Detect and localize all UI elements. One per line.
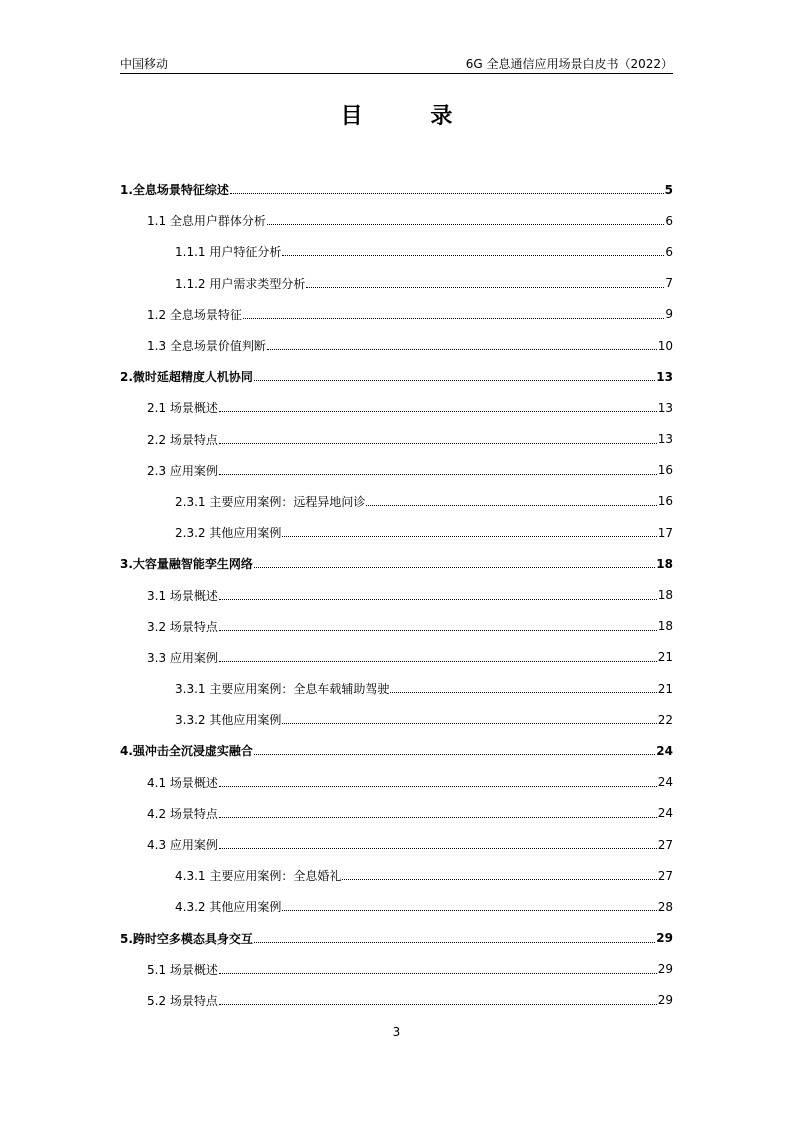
toc-entry[interactable] bbox=[120, 735, 673, 766]
toc-entry-label: 1.2 全息场景特征 bbox=[147, 307, 242, 322]
toc-entry-label: 1.1.1 用户特征分析 bbox=[175, 245, 282, 260]
toc-dot-leader bbox=[219, 786, 657, 787]
toc-dot-leader bbox=[366, 505, 656, 506]
toc-entry-page: 10 bbox=[657, 338, 673, 353]
toc-entry[interactable] bbox=[120, 767, 673, 798]
toc-entry-page: 24 bbox=[656, 743, 673, 758]
toc-entry-page: 13 bbox=[656, 369, 673, 384]
toc-dot-leader bbox=[219, 1004, 657, 1005]
toc-entry-page: 18 bbox=[657, 619, 673, 634]
toc-entry-page: 6 bbox=[665, 244, 673, 259]
page-number: 3 bbox=[392, 1025, 401, 1039]
toc-dot-leader bbox=[306, 287, 664, 288]
toc-entry[interactable] bbox=[120, 268, 673, 299]
toc-entry-label: 3.1 场景概述 bbox=[147, 588, 218, 603]
toc-entry-page: 16 bbox=[657, 494, 673, 509]
toc-entry-page: 28 bbox=[657, 899, 673, 914]
toc-entry-label: 3.3.1 主要应用案例：全息车载辅助驾驶 bbox=[175, 682, 390, 697]
toc-entry-page: 17 bbox=[657, 525, 673, 540]
toc-entry[interactable] bbox=[120, 392, 673, 423]
toc-dot-leader bbox=[342, 879, 656, 880]
toc-dot-leader bbox=[282, 536, 656, 537]
toc-dot-leader bbox=[390, 692, 656, 693]
toc-entry-page: 16 bbox=[657, 463, 673, 478]
toc-entry-label: 3.3.2 其他应用案例 bbox=[175, 713, 282, 728]
toc-entry-label: 4.3.1 主要应用案例：全息婚礼 bbox=[175, 869, 342, 884]
toc-entry[interactable] bbox=[120, 673, 673, 704]
toc-entry-label: 3.2 场景特点 bbox=[147, 619, 218, 634]
toc-entry-page: 9 bbox=[665, 307, 673, 322]
toc-entry-label: 3.3 应用案例 bbox=[147, 650, 218, 665]
toc-entry-label: 5.2 场景特点 bbox=[147, 993, 218, 1008]
toc-entry[interactable] bbox=[120, 205, 673, 236]
toc-dot-leader bbox=[219, 474, 657, 475]
toc-entry[interactable] bbox=[120, 923, 673, 954]
toc-entry-label: 4.2 场景特点 bbox=[147, 806, 218, 821]
toc-entry[interactable] bbox=[120, 798, 673, 829]
header-document-title: 6G 全息通信应用场景白皮书（2022） bbox=[465, 57, 673, 71]
toc-dot-leader bbox=[230, 193, 664, 194]
toc-dot-leader bbox=[254, 567, 655, 568]
toc-entry-label: 4.3 应用案例 bbox=[147, 838, 218, 853]
toc-entry[interactable] bbox=[120, 829, 673, 860]
toc-entry[interactable] bbox=[120, 486, 673, 517]
toc-entry-label: 3.大容量融智能孪生网络 bbox=[120, 557, 253, 572]
toc-entry-label: 2.3 应用案例 bbox=[147, 463, 218, 478]
toc-dot-leader bbox=[219, 661, 657, 662]
header-divider bbox=[120, 73, 673, 74]
toc-dot-leader bbox=[254, 754, 655, 755]
toc-entry[interactable] bbox=[120, 330, 673, 361]
toc-entry[interactable] bbox=[120, 548, 673, 579]
toc-dot-leader bbox=[219, 443, 657, 444]
toc-entry-page: 22 bbox=[657, 712, 673, 727]
page-header bbox=[120, 55, 673, 73]
toc-dot-leader bbox=[254, 942, 655, 943]
toc-entry-page: 6 bbox=[665, 213, 673, 228]
toc-dot-leader bbox=[219, 599, 657, 600]
toc-entry[interactable] bbox=[120, 891, 673, 922]
toc-entry-page: 21 bbox=[657, 650, 673, 665]
toc-entry-label: 2.2 场景特点 bbox=[147, 432, 218, 447]
toc-entry-label: 2.1 场景概述 bbox=[147, 401, 218, 416]
toc-dot-leader bbox=[282, 910, 656, 911]
toc-entry[interactable] bbox=[120, 985, 673, 1016]
toc-entry-label: 5.跨时空多模态具身交互 bbox=[120, 931, 253, 946]
toc-entry-label: 2.3.2 其他应用案例 bbox=[175, 526, 282, 541]
toc-entry-page: 13 bbox=[657, 432, 673, 447]
toc-entry-page: 13 bbox=[657, 400, 673, 415]
toc-entry-label: 1.全息场景特征综述 bbox=[120, 183, 229, 198]
toc-entry-page: 29 bbox=[656, 931, 673, 946]
toc-dot-leader bbox=[254, 380, 655, 381]
toc-entry-page: 18 bbox=[656, 556, 673, 571]
toc-dot-leader bbox=[219, 411, 657, 412]
toc-dot-leader bbox=[219, 817, 657, 818]
toc-entry-page: 24 bbox=[657, 806, 673, 821]
toc-entry-label: 5.1 场景概述 bbox=[147, 962, 218, 977]
toc-entry-page: 24 bbox=[657, 775, 673, 790]
toc-entry[interactable] bbox=[120, 642, 673, 673]
toc-dot-leader bbox=[282, 723, 656, 724]
toc-entry-label: 4.1 场景概述 bbox=[147, 775, 218, 790]
toc-dot-leader bbox=[219, 630, 657, 631]
toc-entry[interactable] bbox=[120, 299, 673, 330]
toc-entry-page: 18 bbox=[657, 588, 673, 603]
toc-entry-label: 4.3.2 其他应用案例 bbox=[175, 900, 282, 915]
toc-entry[interactable] bbox=[120, 236, 673, 267]
toc-entry-label: 1.1 全息用户群体分析 bbox=[147, 214, 266, 229]
toc-entry-page: 21 bbox=[657, 681, 673, 696]
toc-entry[interactable] bbox=[120, 579, 673, 610]
toc-entry[interactable] bbox=[120, 704, 673, 735]
toc-entry[interactable] bbox=[120, 361, 673, 392]
toc-entry-label: 2.微时延超精度人机协同 bbox=[120, 370, 253, 385]
toc-entry-page: 7 bbox=[665, 276, 673, 291]
toc-entry-page: 5 bbox=[664, 182, 673, 197]
toc-entry[interactable] bbox=[120, 611, 673, 642]
toc-entry[interactable] bbox=[120, 424, 673, 455]
toc-dot-leader bbox=[267, 349, 657, 350]
toc-entry-page: 27 bbox=[657, 868, 673, 883]
toc-dot-leader bbox=[282, 255, 664, 256]
toc-entry[interactable] bbox=[120, 517, 673, 548]
toc-entry-page: 29 bbox=[657, 962, 673, 977]
toc-entry[interactable] bbox=[120, 860, 673, 891]
header-org-name: 中国移动 bbox=[120, 57, 169, 71]
toc-entry-label: 4.强冲击全沉浸虚实融合 bbox=[120, 744, 253, 759]
toc-dot-leader bbox=[219, 848, 657, 849]
toc-entry-label: 2.3.1 主要应用案例：远程异地问诊 bbox=[175, 494, 366, 509]
toc-entry-page: 29 bbox=[657, 993, 673, 1008]
toc-list bbox=[120, 174, 673, 1016]
toc-dot-leader bbox=[267, 224, 664, 225]
toc-entry[interactable] bbox=[120, 174, 673, 205]
toc-entry[interactable] bbox=[120, 954, 673, 985]
toc-dot-leader bbox=[243, 318, 664, 319]
toc-dot-leader bbox=[219, 973, 657, 974]
toc-title: 目 录 bbox=[340, 104, 483, 129]
toc-entry[interactable] bbox=[120, 455, 673, 486]
toc-entry-label: 1.1.2 用户需求类型分析 bbox=[175, 276, 306, 291]
toc-entry-page: 27 bbox=[657, 837, 673, 852]
toc-entry-label: 1.3 全息场景价值判断 bbox=[147, 339, 266, 354]
